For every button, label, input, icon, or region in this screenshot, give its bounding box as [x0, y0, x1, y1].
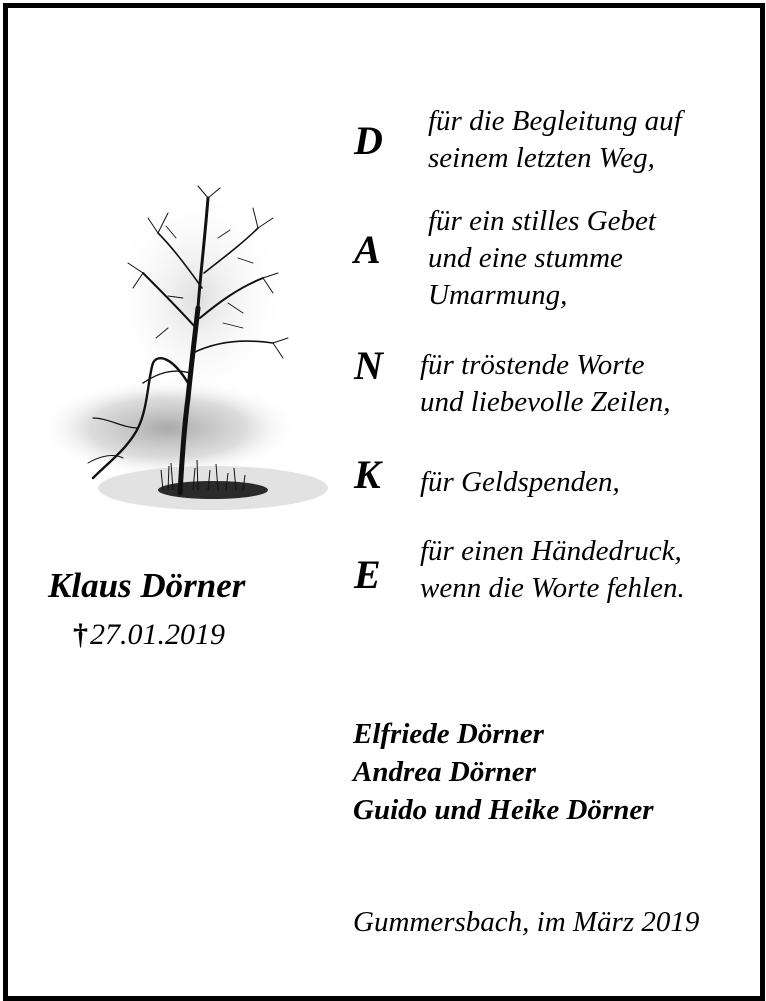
obituary-card [3, 3, 765, 1001]
acrostic-line: wenn die Worte fehlen. [420, 572, 685, 604]
family-member: Elfriede Dörner [353, 718, 544, 750]
tree-illustration [48, 178, 328, 538]
cross-icon: † [73, 618, 88, 651]
acrostic-letter-a: A [354, 227, 381, 272]
deceased-name: Klaus Dörner [48, 566, 246, 605]
acrostic-line: für Geldspenden, [420, 466, 620, 498]
acrostic-line: seinem letzten Weg, [428, 142, 655, 174]
acrostic-line: für die Begleitung auf [428, 105, 682, 137]
acrostic-text-e [420, 533, 685, 607]
acrostic-text-n [420, 347, 670, 421]
acrostic-line: für ein stilles Gebet [428, 205, 656, 237]
acrostic-letter-e: E [354, 552, 381, 597]
acrostic-line: und liebevolle Zeilen, [420, 386, 671, 418]
death-date-line [73, 618, 225, 652]
acrostic-letter-n: N [354, 343, 383, 388]
acrostic-text-d [428, 103, 682, 177]
family-member: Andrea Dörner [353, 756, 536, 788]
family-member: Guido und Heike Dörner [353, 794, 654, 826]
family-signatures [353, 715, 654, 829]
death-date: 27.01.2019 [90, 618, 225, 651]
acrostic-line: Umarmung, [428, 279, 568, 311]
acrostic-letter-k: K [354, 452, 381, 497]
acrostic-letter-d: D [354, 118, 383, 163]
place-date: Gummersbach, im März 2019 [353, 906, 700, 938]
acrostic-line: für tröstende Worte [420, 349, 645, 381]
acrostic-line: für einen Händedruck, [420, 535, 682, 567]
acrostic-line: und eine stumme [428, 242, 623, 274]
acrostic-text-k [420, 464, 620, 501]
acrostic-text-a [428, 203, 656, 314]
